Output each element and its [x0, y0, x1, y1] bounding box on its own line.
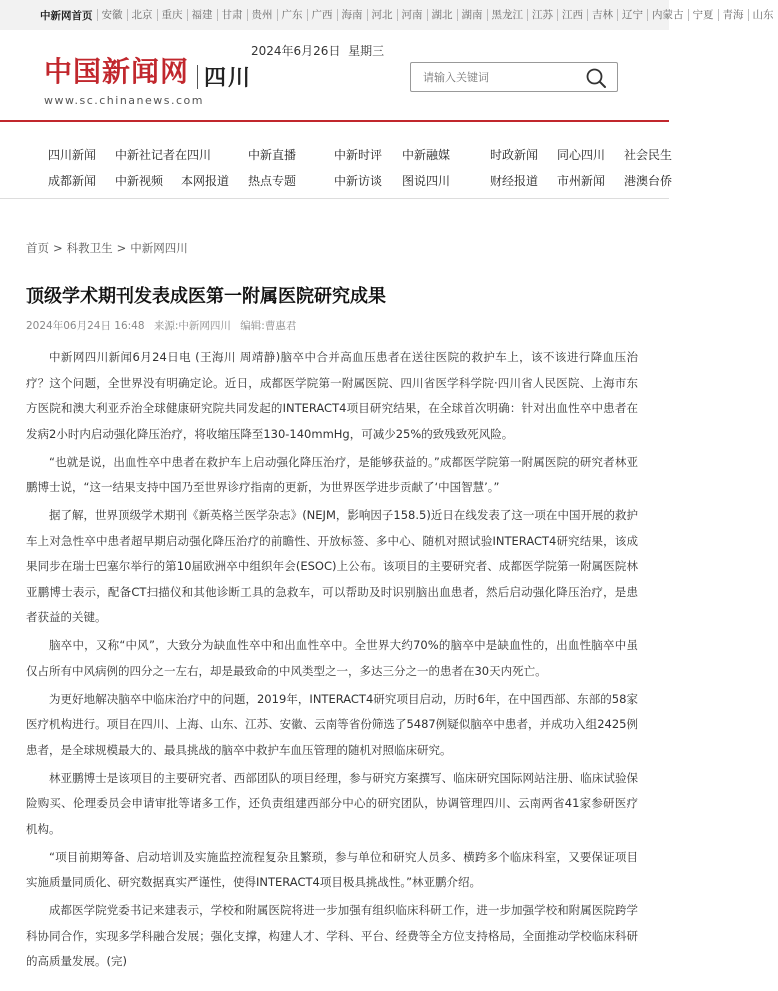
- article-paragraph: 脑卒中，又称“中风”，大致分为缺血性卒中和出血性卒中。全世界大约70%的脑卒中是缺血性的，出血性脑卒中虽仅占所有中风病例的四分之一左右，却是最致命的中风类型之一，多达三分之一的患者在30天内死亡。: [26, 638, 638, 678]
- search-box: [410, 62, 618, 92]
- article-meta: [26, 318, 302, 333]
- region-link[interactable]: 河北: [367, 9, 397, 21]
- article-paragraph: 中新网四川新闻6月24日电 (王海川 周靖静)脑卒中合并高血压患者在送往医院的救护车上，该不该进行降血压治疗？这个问题，全世界没有明确定论。近日，成都医学院第一附属医院、四川省医学科学院·四川省人民医院、上海市东方医院和澳大利亚乔治全球健康研究院共同发起的INTERACT4项目研究结果，在全球首次明确：针对出血性卒中患者在发病2小时内启动强化降压治疗，将收缩压降至130-140mmHg，可减少25%的致残致死风险。: [26, 350, 638, 441]
- article-paragraph: “项目前期筹备、启动培训及实施监控流程复杂且繁琐，参与单位和研究人员多、横跨多个临床科室，又要保证项目实施质量同质化、研究数据真实严谨性，使得INTERACT4项目极具挑战性。”林亚鹏介绍。: [26, 849, 638, 889]
- nav-item[interactable]: 同心四川: [557, 148, 606, 162]
- nav-item[interactable]: 本网报道: [181, 174, 230, 188]
- article-paragraph: 林亚鹏博士是该项目的主要研究者、西部团队的项目经理，参与研究方案撰写、临床研究国际网站注册、临床试验保险购买、伦理委员会申请审批等诸多工作，还负责组建西部分中心的研究团队，协调管理四川、云南两省41家参研医疗机构。: [26, 770, 638, 836]
- breadcrumb-separator: >: [116, 241, 127, 255]
- breadcrumb-category[interactable]: 科教卫生: [66, 241, 113, 255]
- nav-item[interactable]: 中新视频: [115, 174, 164, 188]
- nav-item[interactable]: 时政新闻: [490, 148, 539, 162]
- region-link[interactable]: 福建: [187, 9, 217, 21]
- region-link[interactable]: 北京: [127, 9, 157, 21]
- breadcrumb: [26, 240, 188, 256]
- region-link[interactable]: 宁夏: [688, 9, 718, 21]
- breadcrumb-home[interactable]: 首页: [26, 241, 49, 255]
- search-input[interactable]: [411, 63, 583, 91]
- site-header: [0, 30, 669, 122]
- logo-text: 中国新闻网: [44, 55, 190, 88]
- region-link[interactable]: 湖南: [457, 9, 487, 21]
- article-datetime: 2024年06月24日 16:48: [26, 320, 145, 332]
- region-link[interactable]: 甘肃: [217, 9, 247, 21]
- region-link[interactable]: 海南: [337, 9, 367, 21]
- nav-item[interactable]: 成都新闻: [48, 174, 97, 188]
- nav-item[interactable]: 中新直播: [248, 148, 297, 162]
- region-links: [97, 9, 778, 21]
- article-source: 来源:中新网四川: [153, 320, 231, 332]
- nav-item[interactable]: 四川新闻: [48, 148, 97, 162]
- region-link[interactable]: 山东: [748, 9, 778, 21]
- region-link[interactable]: 青海: [718, 9, 748, 21]
- region-link[interactable]: 重庆: [157, 9, 187, 21]
- site-logo[interactable]: [44, 50, 252, 107]
- site-url: www.sc.chinanews.com: [44, 94, 204, 107]
- nav-item[interactable]: 港澳台侨: [624, 174, 673, 188]
- article-paragraph: 据了解，世界顶级学术期刊《新英格兰医学杂志》(NEJM，影响因子158.5)近日在线发表了这一项在中国开展的救护车上对急性卒中患者超早期启动强化降压治疗的前瞻性、开放标签、多中心、随机对照试验INTERACT4研究结果，该成果同步在瑞士巴塞尔举行的第10届欧洲卒中组织年会(ESOC)上公布。该项目的主要研究者、成都医学院第一附属医院林亚鹏博士表示，配备CT扫描仪和其他诊断工具的急救车，可以帮助及时识别脑出血患者，然后启动强化降压治疗，是患者获益的关键。: [26, 508, 638, 624]
- nav-item[interactable]: 中新社记者在四川: [115, 148, 212, 162]
- article-title: 顶级学术期刊发表成医第一附属医院研究成果: [26, 286, 386, 307]
- breadcrumb-separator: >: [53, 241, 63, 255]
- region-link[interactable]: 安徽: [97, 9, 127, 21]
- region-link[interactable]: 湖北: [427, 9, 457, 21]
- region-link[interactable]: 江西: [557, 9, 587, 21]
- nav-item[interactable]: 市州新闻: [557, 174, 606, 188]
- current-weekday: 星期三: [348, 44, 385, 58]
- region-link[interactable]: 辽宁: [617, 9, 647, 21]
- logo-region: 四川: [204, 66, 253, 91]
- region-link[interactable]: 贵州: [247, 9, 277, 21]
- date-display: [251, 42, 384, 59]
- region-link[interactable]: 吉林: [587, 9, 617, 21]
- article-body: [26, 345, 638, 977]
- nav-item[interactable]: 社会民生: [624, 148, 673, 162]
- nav-item[interactable]: 中新访谈: [334, 174, 383, 188]
- region-link[interactable]: 内蒙古: [647, 9, 688, 21]
- logo-divider: [197, 65, 198, 89]
- nav-item[interactable]: 图说四川: [402, 174, 451, 188]
- nav-item[interactable]: 热点专题: [248, 174, 297, 188]
- region-link[interactable]: 江苏: [527, 9, 557, 21]
- article-editor: 编辑:曹惠君: [240, 320, 297, 332]
- region-link[interactable]: 广东: [277, 9, 307, 21]
- region-link[interactable]: 黑龙江: [487, 9, 528, 21]
- topbar-home-link[interactable]: 中新网首页: [40, 9, 93, 22]
- breadcrumb-section[interactable]: 中新网四川: [130, 241, 188, 255]
- nav-item[interactable]: 中新融媒: [402, 148, 451, 162]
- nav-item[interactable]: 中新时评: [334, 148, 383, 162]
- region-link[interactable]: 河南: [397, 9, 427, 21]
- article-paragraph: 为更好地解决脑卒中临床治疗中的问题，2019年，INTERACT4研究项目启动，历时6年，在中国西部、东部的58家医疗机构进行。项目在四川、上海、山东、江苏、安徽、云南等省份筛选了5487例疑似脑卒中患者，并成功入组2425例患者，是全球规模最大的、最具挑战的脑卒中救护车血压管理的随机对照临床研究。: [26, 691, 638, 757]
- article-paragraph: 成都医学院党委书记来建表示，学校和附属医院将进一步加强有组织临床科研工作，进一步加强学校和附属医院跨学科协同合作，实现多学科融合发展；强化支撑，构建人才、学科、平台、经费等全方位支持格局，全面推动学校临床科研的高质量发展。(完): [26, 903, 638, 968]
- main-nav: [0, 122, 673, 199]
- nav-item[interactable]: 财经报道: [490, 174, 539, 188]
- top-region-bar: [0, 0, 774, 30]
- article-paragraph: “也就是说，出血性卒中患者在救护车上启动强化降压治疗，是能够获益的。”成都医学院第一附属医院的研究者林亚鹏博士说，“这一结果支持中国乃至世界诊疗指南的更新，为世界医学进步贡献了‘中国智慧’。”: [26, 454, 638, 494]
- current-date: 2024年6月26日: [251, 44, 341, 58]
- search-icon[interactable]: [585, 67, 607, 89]
- region-link[interactable]: 广西: [307, 9, 337, 21]
